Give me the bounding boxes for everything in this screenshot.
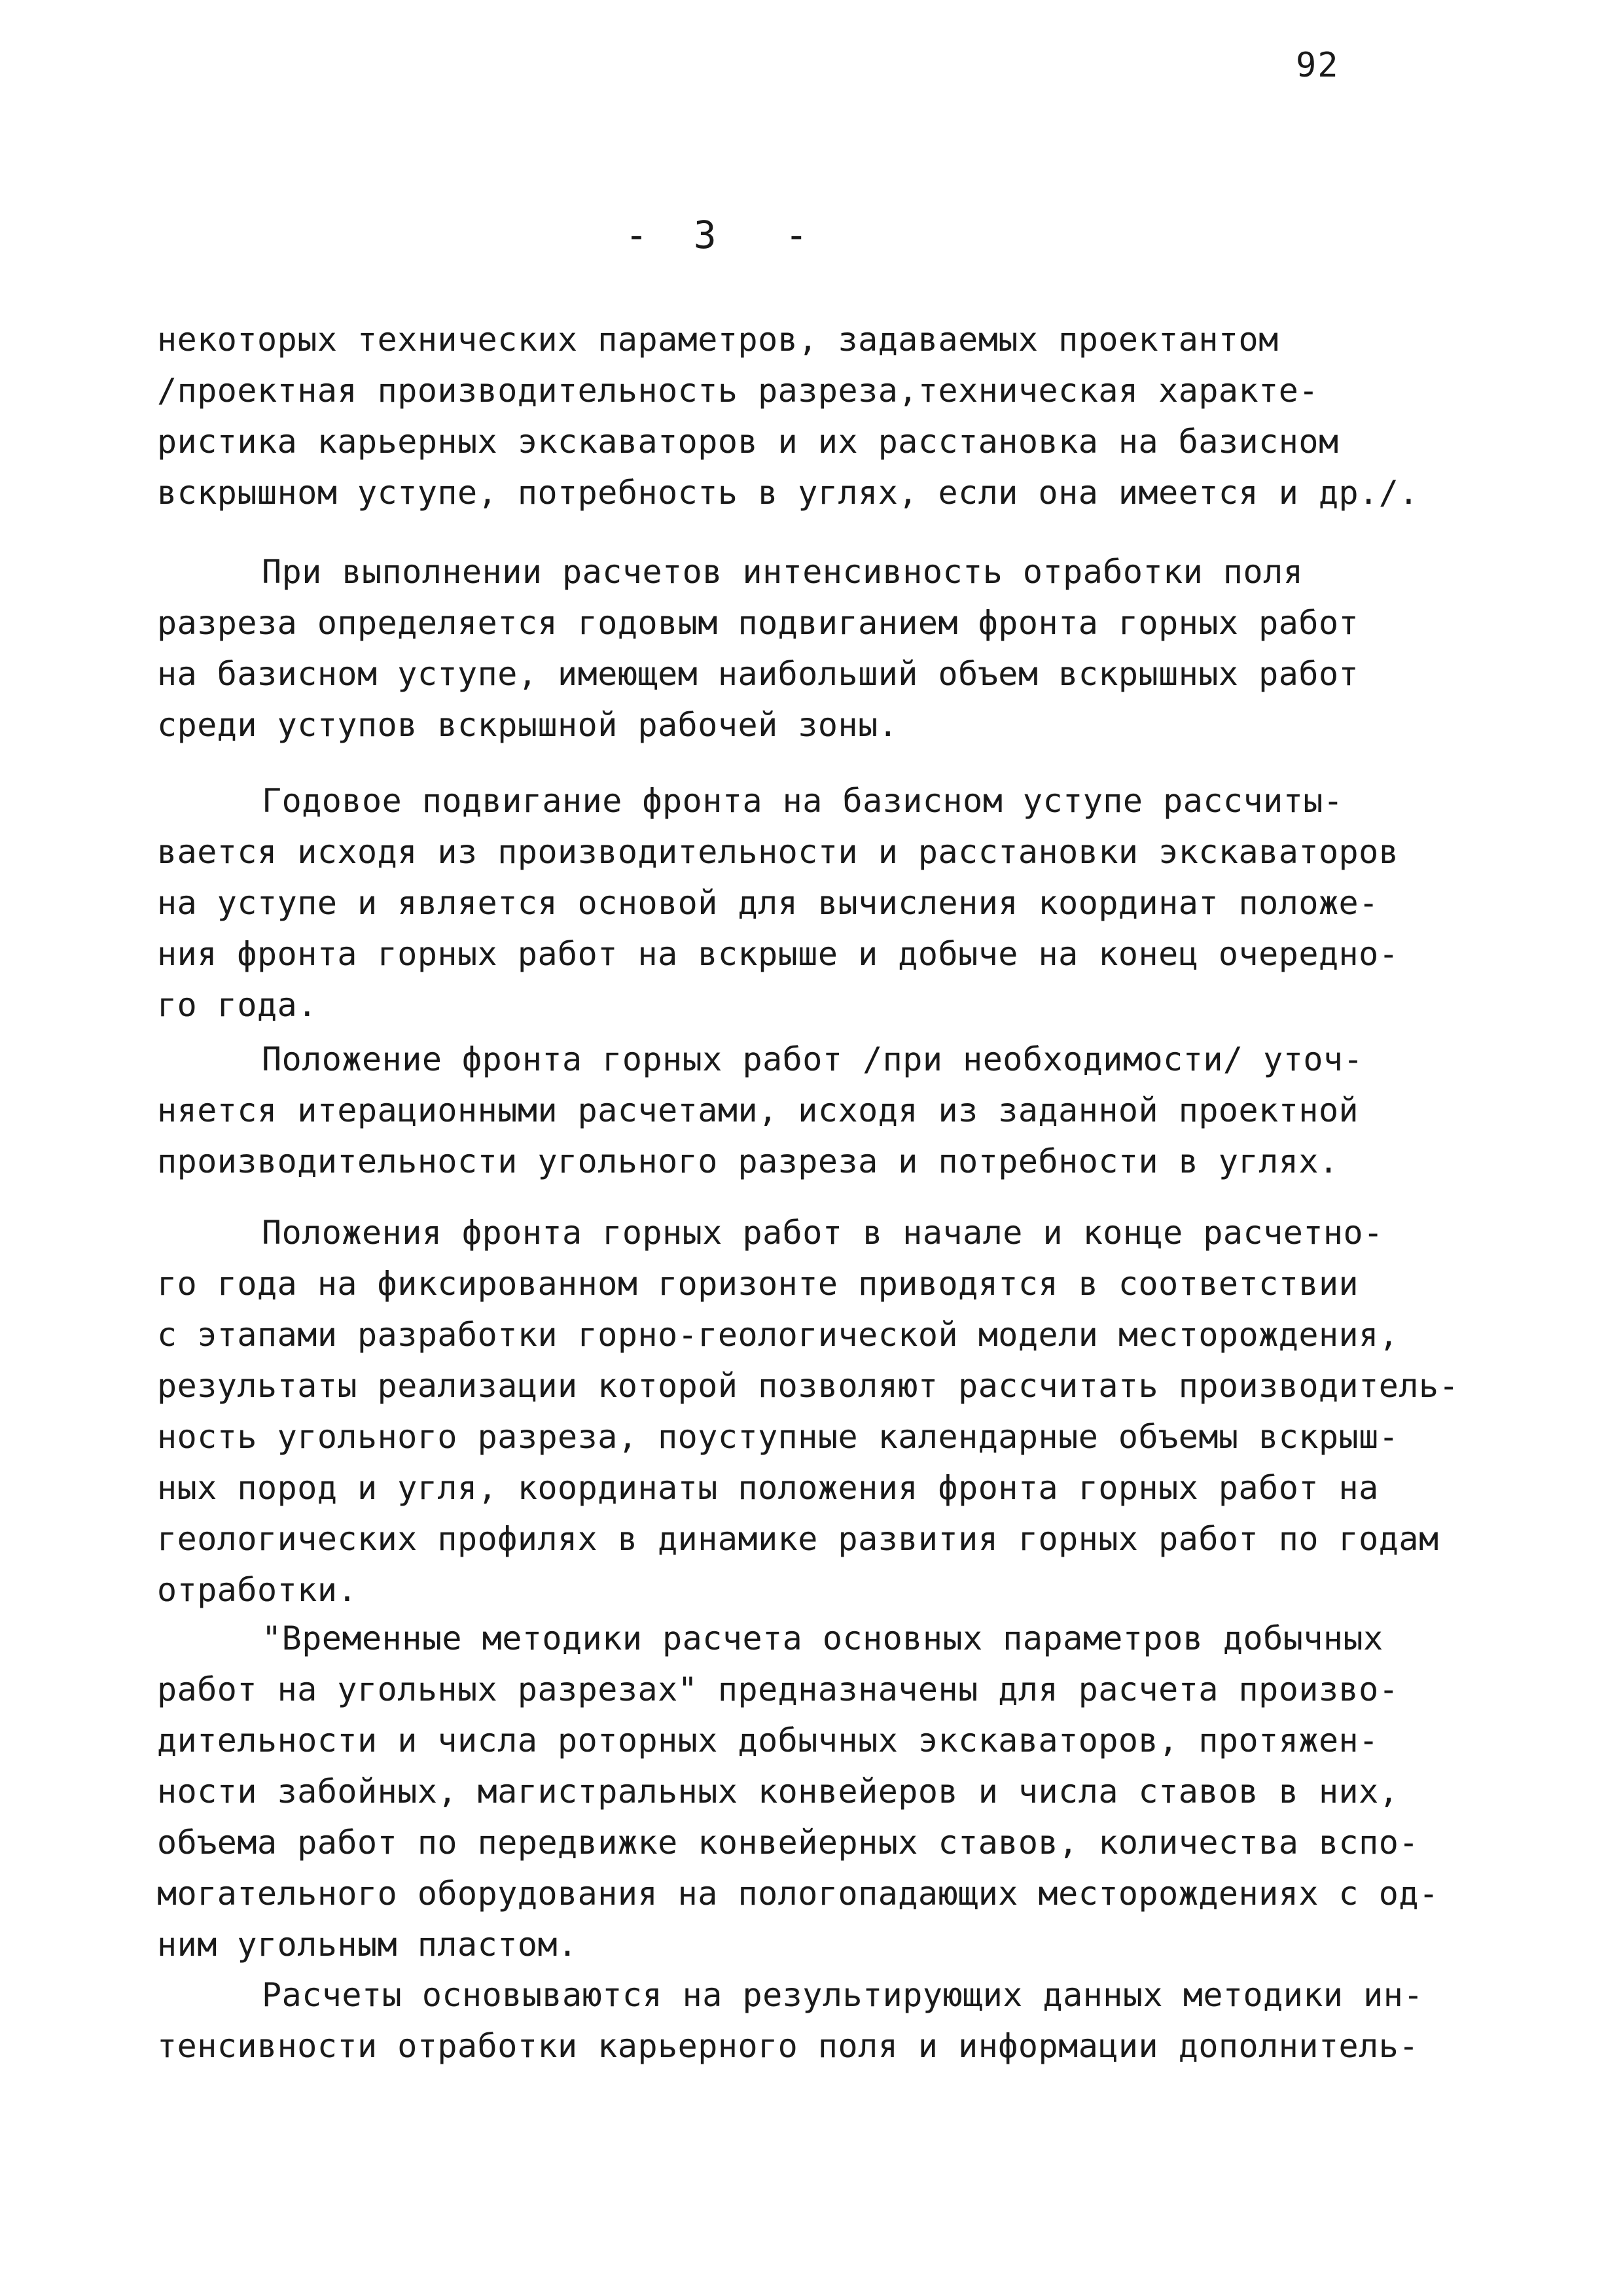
paragraph-5 [157, 1207, 1505, 1616]
page-number: 92 [1296, 46, 1340, 85]
section-marker: - 3 - [625, 213, 808, 257]
paragraph-7 [157, 1969, 1505, 2072]
text-line: на базисном уступе, имеющем наибольший объем вскрышных работ [157, 655, 1359, 693]
text-line: дительности и числа роторных добычных экскаваторов, протяжен- [157, 1722, 1379, 1759]
text-line: производительности угольного разреза и потребности в углях. [157, 1142, 1339, 1180]
text-line: няется итерационными расчетами, исходя из заданной проектной [157, 1091, 1359, 1129]
paragraph-4 [157, 1034, 1505, 1187]
text-line: результаты реализации которой позволяют рассчитать производитель- [157, 1367, 1459, 1405]
text-line: отработки. [157, 1571, 358, 1609]
text-line: ность угольного разреза, поуступные календарные объемы вскрыш- [157, 1418, 1399, 1456]
text-line: ристика карьерных экскаваторов и их расстановка на базисном [157, 423, 1339, 461]
text-line: Годовое подвигание фронта на базисном уступе рассчиты- [262, 782, 1344, 820]
text-line: тенсивности отработки карьерного поля и информации дополнитель- [157, 2027, 1419, 2065]
paragraph-2 [157, 546, 1505, 751]
text-line: ных пород и угля, координаты положения фронта горных работ на [157, 1469, 1379, 1507]
text-line: го года на фиксированном горизонте приводятся в соответствии [157, 1265, 1359, 1303]
text-line: вскрышном уступе, потребность в углях, если она имеется и др./. [157, 474, 1419, 512]
text-line: вается исходя из производительности и расстановки экскаваторов [157, 833, 1399, 871]
text-line: с этапами разработки горно-геологической модели месторождения, [157, 1316, 1399, 1354]
text-line: могательного оборудования на пологопадающих месторождениях с од- [157, 1875, 1439, 1913]
paragraph-6 [157, 1613, 1505, 1970]
paragraph-3 [157, 775, 1505, 1031]
text-line: разреза определяется годовым подвиганием фронта горных работ [157, 604, 1359, 642]
text-line: геологических профилях в динамике развития горных работ по годам [157, 1520, 1439, 1558]
text-line: среди уступов вскрышной рабочей зоны. [157, 706, 899, 744]
text-line: Положение фронта горных работ /при необходимости/ уточ- [262, 1040, 1364, 1078]
text-line: на уступе и является основой для вычисления координат положе- [157, 884, 1379, 922]
text-line: некоторых технических параметров, задаваемых проектантом [157, 321, 1279, 359]
text-line: При выполнении расчетов интенсивность отработки поля [262, 553, 1304, 591]
text-line: /проектная производительность разреза,техническая характе- [157, 372, 1319, 410]
text-line: объема работ по передвижке конвейерных ставов, количества вспо- [157, 1824, 1419, 1862]
text-line: ности забойных, магистральных конвейеров и числа ставов в них, [157, 1773, 1399, 1810]
text-line: ним угольным пластом. [157, 1926, 578, 1964]
paragraph-1 [157, 314, 1505, 518]
text-line: Положения фронта горных работ в начале и конце расчетно- [262, 1214, 1383, 1252]
text-line: работ на угольных разрезах" предназначены для расчета произво- [157, 1670, 1399, 1708]
text-line: ния фронта горных работ на вскрыше и добыче на конец очередно- [157, 935, 1399, 973]
text-line: "Временные методики расчета основных параметров добычных [262, 1619, 1383, 1657]
text-line: го года. [157, 986, 317, 1024]
text-line: Расчеты основываются на результирующих данных методики ин- [262, 1976, 1423, 2014]
